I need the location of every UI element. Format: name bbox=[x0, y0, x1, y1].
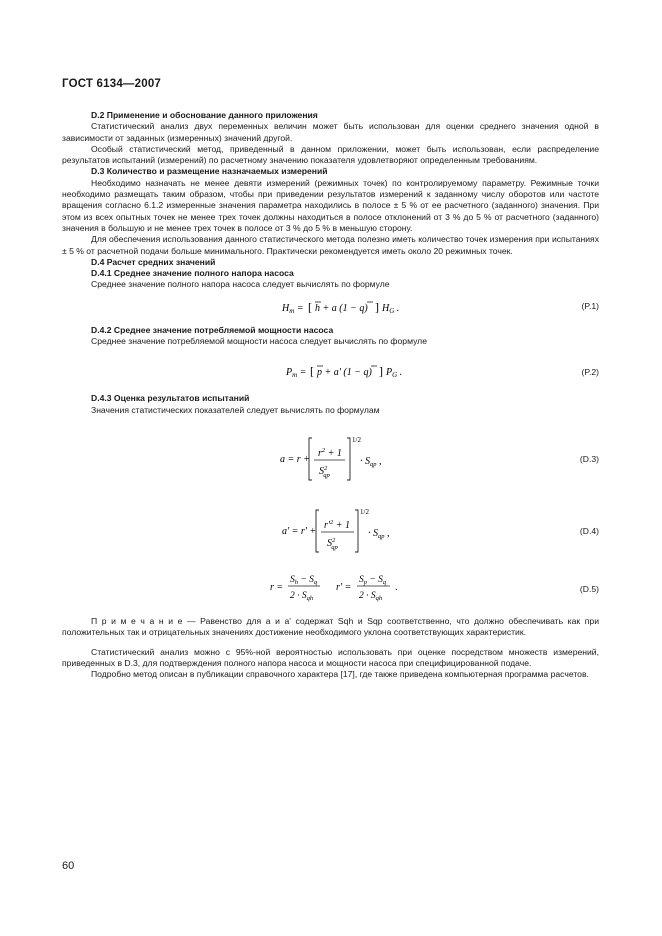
formula-p1-graphic bbox=[62, 295, 599, 321]
final-paragraph-2: Подробно метод описан в публикации справочного характера [17], где также приведена компьютерная программа расчетов. bbox=[91, 669, 589, 680]
section-d42-heading: D.4.2 Среднее значение потребляемой мощности насоса bbox=[91, 324, 334, 335]
svg-text:Sh − Sq: $S_h - S_q$ bbox=[290, 574, 318, 586]
formula-p2-graphic bbox=[62, 355, 599, 385]
svg-text:2 · Sqh: $2 \cdot S_{qh}$ bbox=[359, 590, 383, 602]
document-body bbox=[62, 110, 599, 680]
page-number: 60 bbox=[62, 860, 75, 872]
section-d41-paragraph: Среднее значение полного напора насоса следует вычислять по формуле bbox=[91, 279, 390, 290]
svg-text:[: [ bbox=[310, 364, 314, 379]
section-d2-paragraph-2: Особый статистический метод, приведенный в данном приложении, может быть использован, если распределение результатов испытаний (измерений) по расчетному значению показателя удовлетворяют определенным требованиям. bbox=[62, 143, 599, 166]
note-label: П р и м е ч а н и е bbox=[91, 615, 183, 626]
svg-text:p + a' (1 − q): p + a' (1 − q) bbox=[317, 367, 372, 379]
formula-d3 bbox=[62, 424, 599, 490]
section-d41-heading: D.4.1 Среднее значение полного напора насоса bbox=[91, 268, 294, 279]
svg-text:h + a (1 − q): h + a (1 − q) bbox=[315, 302, 368, 314]
svg-text:· Sqp ,: · $S_{qp}$ , bbox=[368, 527, 390, 540]
svg-text:S2qp: $S^2$ qp bbox=[319, 464, 330, 479]
svg-text:2 · Sqh: $2 \cdot S_{qh}$ bbox=[290, 590, 314, 602]
final-paragraph-1: Статистический анализ можно с 95%-ной вероятностью использовать при оценке посредством множеств измерений, приведенных в D.3, для подтверждения полного напора насоса и мощности насоса при специфицированной подаче. bbox=[62, 646, 599, 668]
svg-text:HG .: $H_G$ . bbox=[382, 302, 400, 315]
section-d3-heading: D.3 Количество и размещение назначаемых измерений bbox=[91, 166, 328, 177]
svg-text:.: . bbox=[395, 581, 398, 593]
section-d2-paragraph-1: Статистический анализ двух переменных величин может быть использован для оценки среднего значения одной в зависимости от заданных (измеренных) значений другой. bbox=[62, 121, 599, 143]
formula-d5-number: (D.5) bbox=[579, 583, 599, 594]
section-d3-paragraph-2: Для обеспечения использования данного статистического метода полезно иметь количество точек измерения при испытаниях ± 5 % от расчетной подачи больше минимального. Практически рекомендуется иметь около 20 режимных точек. bbox=[62, 234, 599, 256]
svg-text:r' =: r' = bbox=[336, 581, 352, 593]
formula-p2-number: (P.2) bbox=[581, 367, 599, 378]
document-header: ГОСТ 6134—2007 bbox=[62, 78, 162, 90]
section-d43-heading: D.4.3 Оценка результатов испытаний bbox=[91, 393, 250, 404]
section-d42-paragraph: Среднее значение потребляемой мощности насоса следует вычислять по формуле bbox=[91, 336, 427, 347]
section-d2-heading: D.2 Применение и обоснование данного приложения bbox=[91, 110, 318, 120]
svg-text:r'2 + 1: $r'^2 + 1$ bbox=[324, 518, 351, 531]
formula-d4 bbox=[62, 494, 599, 560]
svg-text:Hm =: $H_m$ = bbox=[282, 302, 304, 315]
svg-text:· Sqp ,: · $S_{qp}$ , bbox=[360, 455, 382, 468]
formula-p2 bbox=[62, 355, 599, 393]
section-d4-heading: D.4 Расчет средних значений bbox=[91, 256, 216, 267]
svg-text:a' = r' +: a' = r' + bbox=[282, 525, 317, 537]
svg-text:[: [ bbox=[308, 299, 312, 314]
note-paragraph bbox=[62, 616, 599, 639]
formula-p1-number: (P.1) bbox=[581, 300, 599, 311]
svg-text:]: ] bbox=[379, 364, 383, 379]
svg-text:1/2: 1/2 bbox=[352, 435, 361, 444]
formula-d5 bbox=[62, 566, 599, 608]
formula-d4-number: (D.4) bbox=[579, 525, 599, 536]
section-d43-paragraph: Значения статистических показателей следует вычислять по формулам bbox=[91, 404, 380, 415]
svg-text:Sp − Sq: $S_p - S_q$ bbox=[359, 574, 387, 586]
formula-p1 bbox=[62, 295, 599, 325]
svg-text:r =: r = bbox=[270, 581, 284, 593]
formula-d5-graphic bbox=[62, 566, 599, 606]
formula-d4-graphic bbox=[62, 494, 599, 560]
section-d3-paragraph-1: Необходимо назначать не менее девяти измерений (режимных точек) по контролируемому параметру. Режимные точки необходимо размещать таким образом, чтобы при приведении результатов измерений к заданному числу оборотов или частоте вращения согласно 6.1.2 измеренные значения параметра находились в полосе ± 5 % от ее расчетного (заданного) значения. При этом из всех опытных точек не менее трех точек должны находиться в полосе отклонений от 3 % до 5 % от расчетного (заданного) значения в большую и не менее трех точек в полосе от 3 % до 5 % в меньшую сторону. bbox=[62, 177, 599, 233]
formula-d3-graphic bbox=[62, 424, 599, 490]
svg-text:S2qp: $S^2$ qp bbox=[327, 536, 338, 551]
svg-text:1/2: 1/2 bbox=[360, 507, 369, 516]
formula-d3-number: (D.3) bbox=[579, 453, 599, 464]
svg-text:Pm =: $P_m$ = bbox=[286, 367, 307, 380]
note-text: — Равенство для a и a' содержат Sqh и Sqp соответственно, что должно обеспечивать как при положительных так и отрицательных значениях достижение необходимого уклона соответствующих характеристик. bbox=[62, 615, 600, 638]
svg-text:r2 + 1: $r^2 + 1$ bbox=[318, 446, 342, 459]
svg-text:]: ] bbox=[375, 299, 379, 314]
svg-text:PG .: $P_G$ . bbox=[386, 367, 403, 380]
svg-text:a = r +: a = r + bbox=[280, 453, 310, 465]
